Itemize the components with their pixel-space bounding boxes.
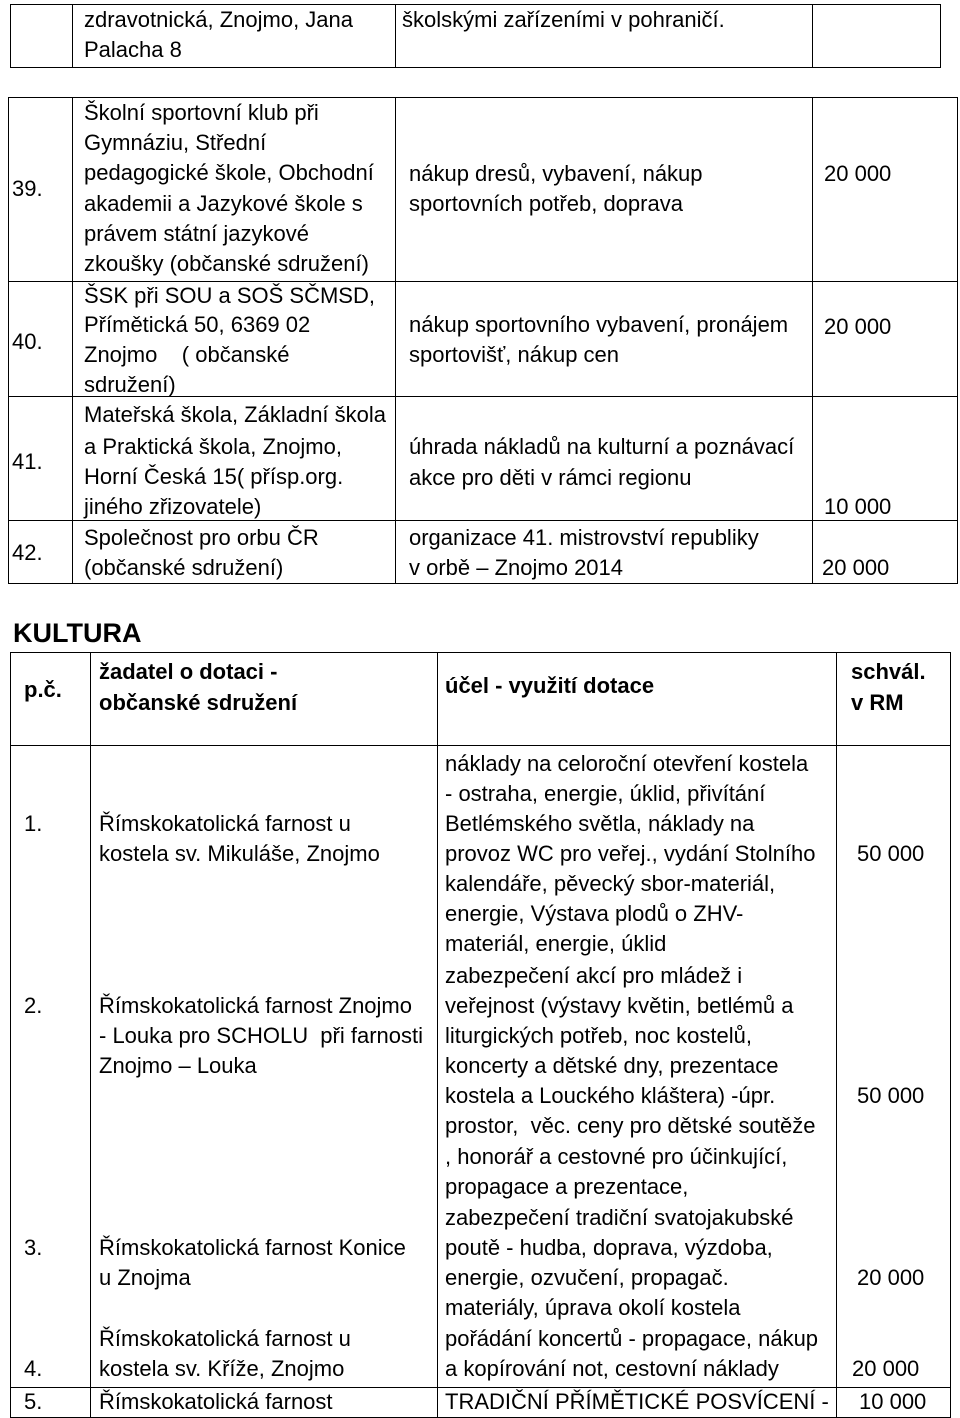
row-number: 3.: [24, 1235, 43, 1260]
purpose-line: veřejnost (výstavy květin, betlémů a: [445, 993, 794, 1018]
applicant-line: sdružení): [84, 372, 176, 397]
table-border: [72, 4, 73, 68]
header-purpose: účel - využití dotace: [445, 673, 655, 698]
header-approved: schvál.: [851, 659, 926, 684]
purpose-line: Betlémského světla, náklady na: [445, 811, 755, 836]
applicant-line: kostela sv. Kříže, Znojmo: [99, 1356, 345, 1381]
purpose-line: zabezpečení tradiční svatojakubské: [445, 1205, 794, 1230]
applicant-line: Znojmo – Louka: [99, 1053, 257, 1078]
applicant-line: Římskokatolická farnost Znojmo: [99, 993, 412, 1018]
header-applicant: žadatel o dotaci -: [99, 659, 278, 684]
purpose-line: propagace a prezentace,: [445, 1174, 689, 1199]
applicant-line: Mateřská škola, Základní škola: [84, 402, 387, 427]
table-border: [10, 4, 11, 68]
applicant-line: pedagogické škole, Obchodní: [84, 160, 374, 185]
applicant-line: kostela sv. Mikuláše, Znojmo: [99, 841, 380, 866]
amount: 10 000: [859, 1389, 927, 1414]
table-border: [10, 652, 951, 653]
header-applicant: občanské sdružení: [99, 690, 298, 715]
applicant-line: Společnost pro orbu ČR: [84, 525, 319, 550]
purpose-line: sportovních potřeb, doprava: [409, 191, 683, 216]
table-border: [72, 97, 73, 584]
purpose-line: a kopírování not, cestovní náklady: [445, 1356, 779, 1381]
applicant-line: Římskokatolická farnost: [99, 1389, 333, 1414]
purpose-line: akce pro děti v rámci regionu: [409, 465, 692, 490]
amount: 20 000: [824, 314, 892, 339]
amount: 20 000: [824, 161, 892, 186]
row-number: 4.: [24, 1356, 43, 1381]
table-border: [836, 652, 837, 1418]
applicant-line: ŠSK při SOU a SOŠ SČMSD,: [84, 283, 375, 308]
purpose-line: energie, ozvučení, propagač.: [445, 1265, 729, 1290]
purpose-line: školskými zařízeními v pohraničí.: [402, 7, 725, 32]
applicant-line: Římskokatolická farnost u: [99, 1326, 351, 1351]
purpose-line: materiály, úprava okolí kostela: [445, 1295, 741, 1320]
header-approved: v RM: [851, 690, 904, 715]
purpose-line: prostor, věc. ceny pro dětské soutěže: [445, 1113, 816, 1138]
amount: 20 000: [822, 555, 890, 580]
purpose-line: kostela a Louckého kláštera) -úpr.: [445, 1083, 776, 1108]
purpose-line: provoz WC pro veřej., vydání Stolního: [445, 841, 816, 866]
applicant-line: Palacha 8: [84, 37, 182, 62]
table-border: [10, 745, 951, 746]
section-title: KULTURA: [13, 618, 142, 648]
purpose-line: - ostraha, energie, úklid, přivítání: [445, 781, 766, 806]
row-number: 5.: [24, 1389, 43, 1414]
applicant-line: (občanské sdružení): [84, 555, 284, 580]
table-border: [957, 97, 958, 584]
applicant-line: Horní Česká 15( přísp.org.: [84, 464, 344, 489]
table-border: [90, 652, 91, 1418]
table-border: [8, 97, 9, 584]
row-number: 1.: [24, 811, 43, 836]
applicant-line: Znojmo ( občanské: [84, 342, 290, 367]
header-number: p.č.: [24, 677, 62, 702]
purpose-line: koncerty a dětské dny, prezentace: [445, 1053, 779, 1078]
table-border: [8, 583, 958, 584]
table-border: [395, 97, 396, 584]
table-border: [395, 4, 396, 68]
applicant-line: jiného zřizovatele): [84, 494, 262, 519]
applicant-line: zdravotnická, Znojmo, Jana: [84, 7, 354, 32]
purpose-line: kalendáře, pěvecký sbor-materiál,: [445, 871, 776, 896]
purpose-line: pořádání koncertů - propagace, nákup: [445, 1326, 819, 1351]
table-border: [940, 4, 941, 68]
purpose-line: sportovišť, nákup cen: [409, 342, 620, 367]
row-number: 40.: [12, 329, 43, 354]
applicant-line: Římskokatolická farnost u: [99, 811, 351, 836]
applicant-line: Školní sportovní klub při: [84, 100, 319, 125]
purpose-line: úhrada nákladů na kulturní a poznávací: [409, 434, 795, 459]
applicant-line: Římskokatolická farnost Konice: [99, 1235, 406, 1260]
amount: 50 000: [857, 1083, 925, 1108]
purpose-line: energie, Výstava plodů o ZHV-: [445, 901, 744, 926]
row-number: 41.: [12, 449, 43, 474]
purpose-line: organizace 41. mistrovství republiky: [409, 525, 759, 550]
row-number: 39.: [12, 176, 43, 201]
amount: 20 000: [857, 1265, 925, 1290]
purpose-line: poutě - hudba, doprava, výzdoba,: [445, 1235, 773, 1260]
amount: 20 000: [852, 1356, 920, 1381]
table-border: [812, 97, 813, 584]
applicant-line: zkoušky (občanské sdružení): [84, 251, 369, 276]
purpose-line: TRADIČNÍ PŘÍMĚTICKÉ POSVÍCENÍ -: [445, 1389, 829, 1414]
table-border: [812, 4, 813, 68]
applicant-line: Přímětická 50, 6369 02: [84, 312, 311, 337]
table-border: [10, 67, 941, 68]
applicant-line: u Znojma: [99, 1265, 191, 1290]
row-number: 42.: [12, 540, 43, 565]
purpose-line: liturgických potřeb, noc kostelů,: [445, 1023, 752, 1048]
purpose-line: zabezpečení akcí pro mládež i: [445, 963, 743, 988]
applicant-line: a Praktická škola, Znojmo,: [84, 434, 342, 459]
purpose-line: náklady na celoroční otevření kostela: [445, 751, 809, 776]
amount: 50 000: [857, 841, 925, 866]
applicant-line: - Louka pro SCHOLU při farnosti: [99, 1023, 424, 1048]
applicant-line: Gymnáziu, Střední: [84, 130, 267, 155]
table-border: [950, 652, 951, 1418]
purpose-line: nákup dresů, vybavení, nákup: [409, 161, 703, 186]
purpose-line: materiál, energie, úklid: [445, 931, 667, 956]
table-border: [10, 652, 11, 1418]
table-border: [437, 652, 438, 1418]
purpose-line: v orbě – Znojmo 2014: [409, 555, 624, 580]
applicant-line: právem státní jazykové: [84, 221, 309, 246]
row-number: 2.: [24, 993, 43, 1018]
purpose-line: nákup sportovního vybavení, pronájem: [409, 312, 789, 337]
purpose-line: , honorář a cestovné pro účinkující,: [445, 1144, 788, 1169]
amount: 10 000: [824, 494, 892, 519]
applicant-line: akademii a Jazykové škole s: [84, 191, 363, 216]
